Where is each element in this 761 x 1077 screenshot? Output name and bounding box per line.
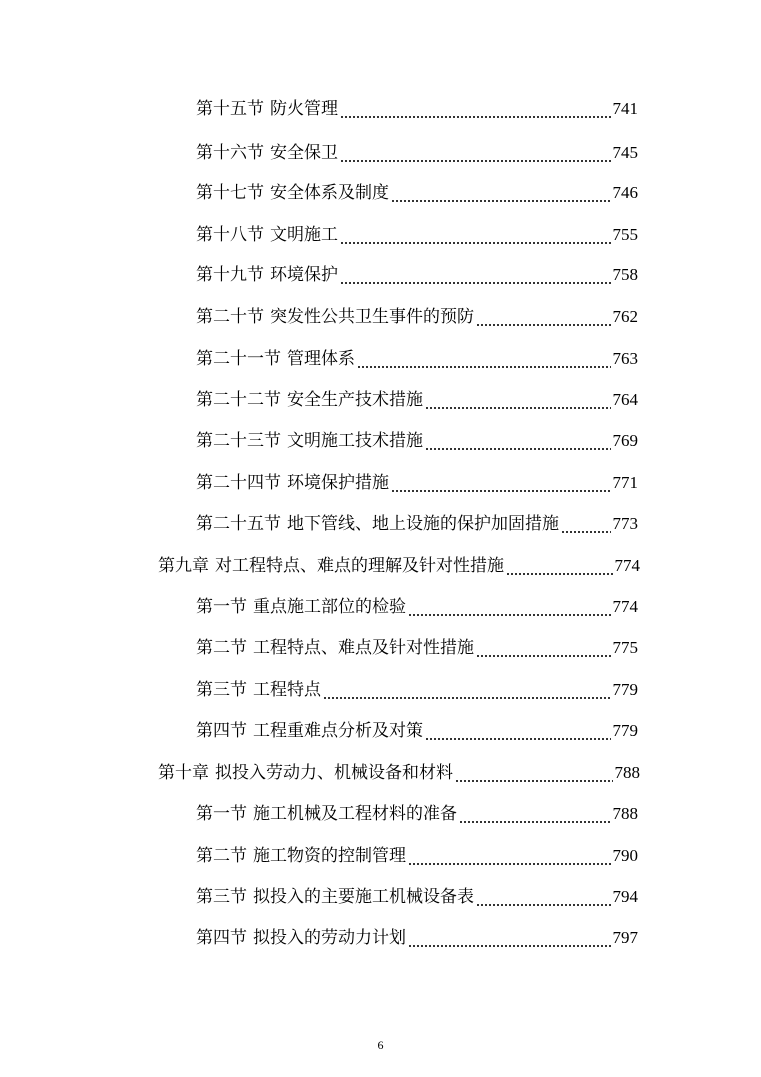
toc-entry-label	[196, 262, 338, 288]
dot-leader	[476, 304, 611, 330]
toc-entry[interactable]	[196, 884, 638, 910]
toc-entry-number: 第一节	[196, 597, 247, 617]
toc-entry-page: 773	[612, 514, 638, 533]
dot-leader	[408, 594, 611, 620]
toc-entry-title: 工程重难点分析及对策	[253, 721, 423, 741]
dot-leader	[425, 387, 611, 413]
dot-leader	[408, 843, 611, 869]
dot-leader	[323, 677, 611, 703]
toc-entry-title: 文明施工	[270, 225, 338, 245]
toc-entry[interactable]	[196, 511, 638, 537]
dot-leader	[476, 635, 611, 661]
toc-entry[interactable]	[196, 304, 638, 330]
toc-entry[interactable]	[196, 428, 638, 454]
toc-entry-page: 763	[612, 349, 638, 368]
toc-entry-page: 745	[612, 143, 638, 162]
toc-entry[interactable]	[196, 594, 638, 620]
dot-leader	[455, 760, 613, 786]
toc-entry-number: 第一节	[196, 804, 247, 824]
toc-entry-number: 第九章	[158, 556, 209, 576]
toc-entry-number: 第二十二节	[196, 390, 281, 410]
toc-entry-title: 工程特点	[253, 680, 321, 700]
toc-entry-label	[196, 511, 559, 537]
toc-entry-label	[196, 843, 406, 869]
toc-entry-number: 第二十四节	[196, 473, 281, 493]
toc-entry-title: 环境保护	[270, 265, 338, 285]
toc-entry-label	[196, 884, 474, 910]
toc-entry-title: 安全生产技术措施	[287, 390, 423, 410]
toc-entry-label	[196, 594, 406, 620]
toc-entry-label	[196, 140, 338, 166]
toc-entry-number: 第十八节	[196, 225, 264, 245]
toc-entry-number: 第三节	[196, 887, 247, 907]
toc-entry-label	[196, 387, 423, 413]
toc-entry[interactable]	[196, 346, 638, 372]
toc-entry-title: 拟投入劳动力、机械设备和材料	[215, 763, 453, 783]
toc-entry-label	[196, 222, 338, 248]
dot-leader	[391, 470, 611, 496]
toc-entry-page: 779	[612, 721, 638, 740]
toc-entry[interactable]	[196, 843, 638, 869]
toc-entry-number: 第二十节	[196, 307, 264, 327]
toc-entry-title: 拟投入的主要施工机械设备表	[253, 887, 474, 907]
toc-entry[interactable]	[196, 718, 638, 744]
toc-entry-page: 779	[612, 680, 638, 699]
toc-entry-number: 第十五节	[196, 99, 264, 119]
toc-entry-label	[196, 304, 474, 330]
toc-entry[interactable]	[196, 470, 638, 496]
toc-entry-page: 755	[612, 225, 638, 244]
toc-entry-label	[196, 346, 355, 372]
toc-entry[interactable]	[196, 387, 638, 413]
toc-entry-label	[158, 760, 453, 786]
dot-leader	[340, 140, 611, 166]
dot-leader	[506, 553, 613, 579]
toc-entry-number: 第十七节	[196, 183, 264, 203]
toc-entry-title: 重点施工部位的检验	[253, 597, 406, 617]
toc-entry-number: 第十九节	[196, 265, 264, 285]
toc-entry-page: 771	[612, 473, 638, 492]
toc-entry[interactable]	[196, 635, 638, 661]
dot-leader	[357, 346, 611, 372]
toc-entry[interactable]	[196, 180, 638, 206]
toc-entry-number: 第二十一节	[196, 349, 281, 369]
toc-entry-label	[196, 635, 474, 661]
toc-entry-title: 防火管理	[270, 99, 338, 119]
toc-entry-title: 拟投入的劳动力计划	[253, 928, 406, 948]
toc-chapter-entry[interactable]	[158, 760, 640, 786]
dot-leader	[459, 801, 611, 827]
toc-entry[interactable]	[196, 262, 638, 288]
toc-entry[interactable]	[196, 140, 638, 166]
toc-entry-page: 797	[612, 928, 638, 947]
toc-entry-page: 774	[612, 597, 638, 616]
toc-entry-title: 安全保卫	[270, 143, 338, 163]
toc-entry-label	[196, 96, 338, 122]
toc-entry-page: 741	[612, 99, 638, 118]
toc-entry-title: 管理体系	[287, 349, 355, 369]
toc-entry[interactable]	[196, 677, 638, 703]
toc-entry-page: 788	[612, 804, 638, 823]
dot-leader	[425, 428, 611, 454]
dot-leader	[391, 180, 611, 206]
dot-leader	[340, 96, 611, 122]
toc-entry-number: 第十章	[158, 763, 209, 783]
toc-entry-title: 环境保护措施	[287, 473, 389, 493]
dot-leader	[425, 718, 611, 744]
toc-entry-number: 第十六节	[196, 143, 264, 163]
toc-entry-page: 788	[614, 763, 640, 782]
toc-entry-label	[196, 470, 389, 496]
toc-entry-title: 地下管线、地上设施的保护加固措施	[287, 514, 559, 534]
toc-entry-number: 第二十三节	[196, 431, 281, 451]
toc-entry-title: 突发性公共卫生事件的预防	[270, 307, 474, 327]
toc-entry-number: 第二节	[196, 846, 247, 866]
toc-entry-page: 764	[612, 390, 638, 409]
toc-entry-number: 第二十五节	[196, 514, 281, 534]
toc-entry-page: 774	[614, 556, 640, 575]
dot-leader	[340, 262, 611, 288]
toc-entry-page: 775	[612, 638, 638, 657]
toc-entry-number: 第四节	[196, 721, 247, 741]
toc-entry-page: 769	[612, 431, 638, 450]
toc-entry-number: 第三节	[196, 680, 247, 700]
dot-leader	[340, 222, 611, 248]
toc-chapter-entry[interactable]	[158, 553, 640, 579]
dot-leader	[476, 884, 611, 910]
toc-entry-number: 第四节	[196, 928, 247, 948]
toc-entry-number: 第二节	[196, 638, 247, 658]
toc-entry-title: 施工机械及工程材料的准备	[253, 804, 457, 824]
toc-entry[interactable]	[196, 801, 638, 827]
toc-entry-label	[196, 718, 423, 744]
toc-entry[interactable]	[196, 925, 638, 951]
toc-entry[interactable]	[196, 96, 638, 122]
toc-entry-label	[196, 428, 423, 454]
toc-entry-title: 文明施工技术措施	[287, 431, 423, 451]
toc-entry[interactable]	[196, 222, 638, 248]
toc-entry-label	[196, 677, 321, 703]
toc-entry-title: 安全体系及制度	[270, 183, 389, 203]
page-number: 6	[377, 1038, 384, 1052]
toc-entry-page: 758	[612, 265, 638, 284]
toc-entry-label	[196, 801, 457, 827]
toc-entry-page: 746	[612, 183, 638, 202]
toc-entry-title: 施工物资的控制管理	[253, 846, 406, 866]
toc-entry-label	[196, 925, 406, 951]
dot-leader	[408, 925, 611, 951]
toc-entry-page: 790	[612, 846, 638, 865]
toc-entry-title: 工程特点、难点及针对性措施	[253, 638, 474, 658]
dot-leader	[561, 511, 611, 537]
toc-entry-page: 794	[612, 887, 638, 906]
toc-entry-label	[196, 180, 389, 206]
toc-entry-page: 762	[612, 307, 638, 326]
toc-entry-label	[158, 553, 504, 579]
toc-entry-title: 对工程特点、难点的理解及针对性措施	[215, 556, 504, 576]
